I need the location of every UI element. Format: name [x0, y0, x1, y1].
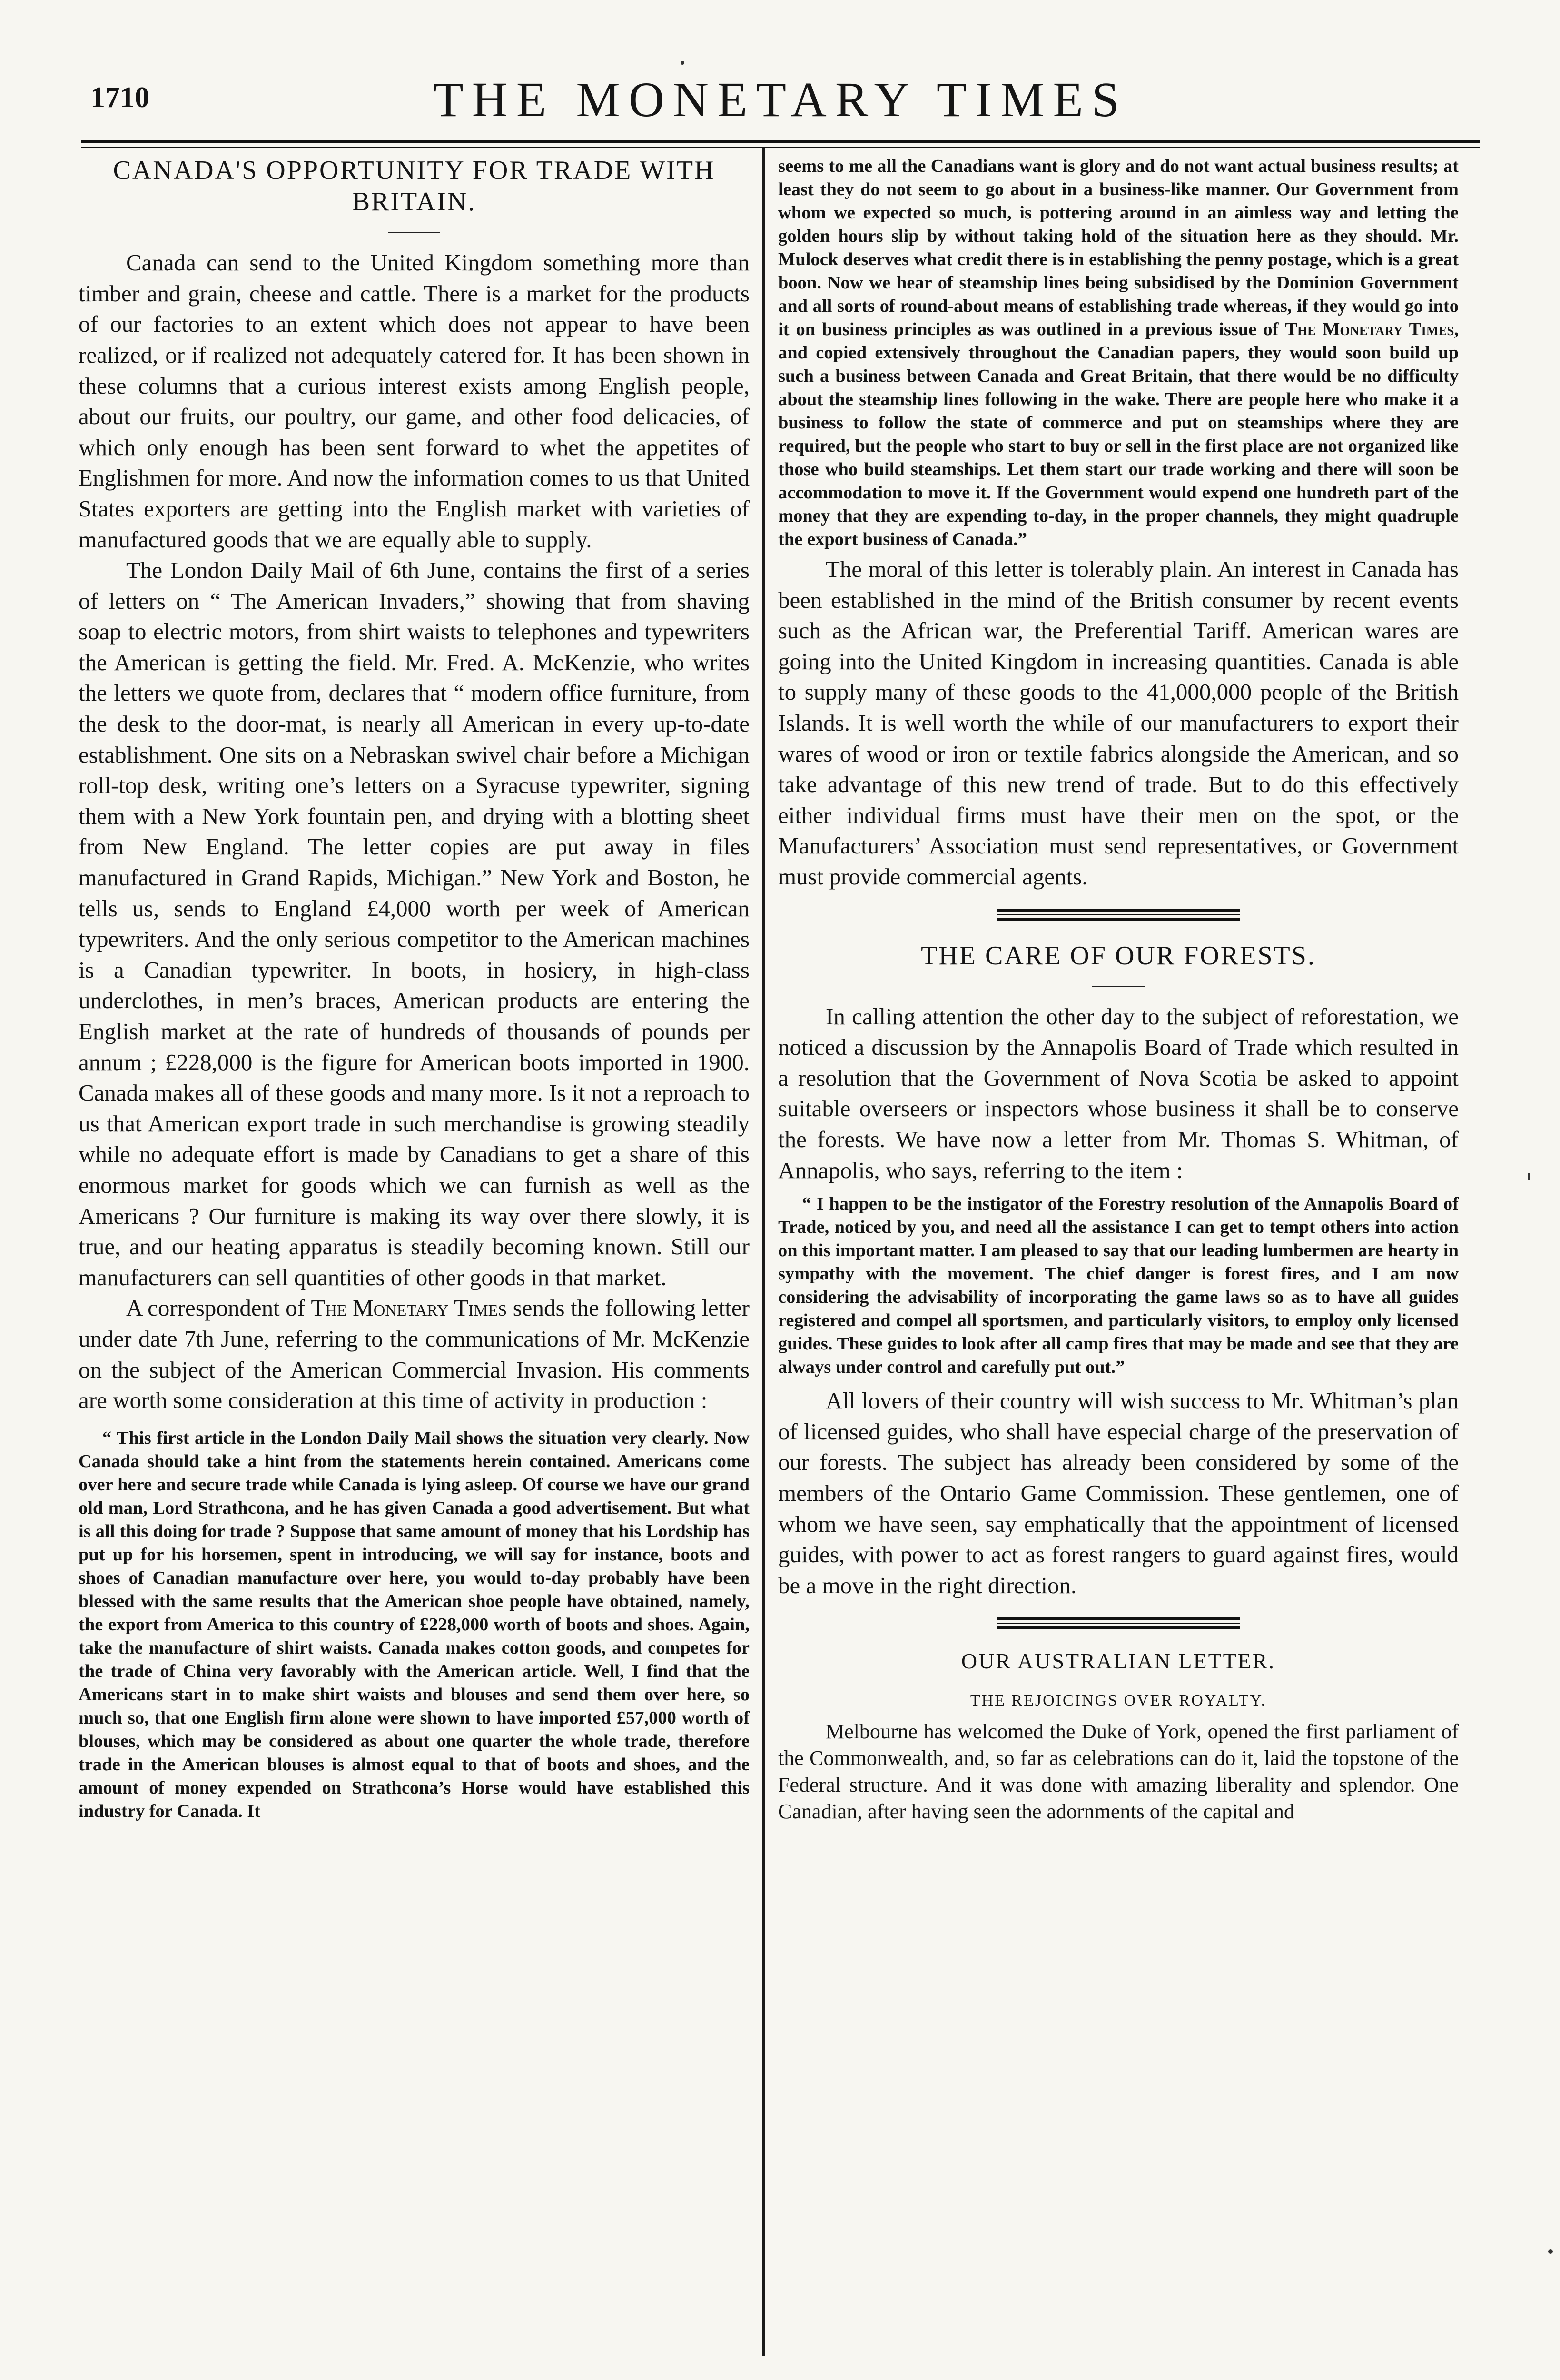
article-title-trade: CANADA'S OPPORTUNITY FOR TRADE WITH BRITAIN. — [113, 156, 715, 217]
article-paragraph: Canada can send to the United Kingdom something more than timber and grain, cheese and cattle. There is a market for the products of our factories to an extent which does not appear to have been realized, or if realized not adequately catered for. It has been shown in these columns that a curious interest exists among English people, about our fruits, our poultry, our game, and other food delicacies, of which only enough has been sent forward to whet the appetites of Englishmen for more. And now the information comes to us that United States exporters are getting into the English market with varieties of manufactured goods that we are equally able to supply. — [79, 249, 750, 553]
journal-name: The Monetary Times — [1285, 319, 1454, 339]
right-column — [778, 155, 1459, 1825]
title-rule — [388, 232, 440, 233]
scan-speck — [1548, 2249, 1553, 2254]
page-number: 1710 — [90, 81, 149, 114]
article-paragraph: The London Daily Mail of 6th June, contains the first of a series of letters on “ The American Invaders,” showing that from shaving soap to electric motors, from shirt waists to telephones and typewriters the American is getting the field. Mr. Fred. A. McKenzie, who writes the letters we quote from, declares that “ modern office furniture, from the desk to the door-mat, is nearly all American in every up-to-date establishment. One sits on a Nebraskan swivel chair before a Michigan roll-top desk, writing one’s letters on a Syracuse typewriter, signing them with a New York fountain pen, and drying with a blotting sheet from New England. The letter copies are put away in files manufactured in Grand Rapids, Michigan.” New York and Boston, he tells us, sends to England £4,000 worth per week of American typewriters. And the only serious competitor to the American machines is a Canadian typewriter. In boots, in hosiery, in high-class underclothes, in men’s braces, American products are entering the English market at the rate of hundreds of thousands of pounds per annum ; £228,000 is the figure for American boots imported in 1900. Canada makes all of these goods and many more. Is it not a reproach to us that American export trade in such merchandise is growing steadily while no adequate effort is made by Canadians to get a share of this enormous market for goods which we can furnish as well as the Americans ? Our furniture is making its way over there slowly, it is true, and our heating apparatus is steadily becoming known. Still our manufacturers can sell quantities of other goods in that market. — [79, 557, 750, 1290]
scan-speck — [1528, 1173, 1530, 1180]
article-title-forests: THE CARE OF OUR FORESTS. — [921, 941, 1316, 971]
section-separator — [997, 909, 1240, 921]
column-divider — [762, 148, 765, 2356]
masthead: THE MONETARY TIMES — [433, 72, 1128, 127]
article-subtitle: THE REJOICINGS OVER ROYALTY. — [970, 1691, 1267, 1709]
letter-quote: “ This first article in the London Daily Mail shows the situation very clearly. Now Canada should take a hint from the statements herein contained. Americans come over here and secure trade while Canada is lying asleep. Of course we have our grand old man, Lord Strathcona, and he has given Canada a good advertisement. But what is all this doing for trade ? Suppose that same amount of money that his Lordship has put up for his horsemen, spent in introducing, we will say for instance, boots and shoes of Canadian manufacture over here, you would to-day probably have been blessed with the same results that the American shoe people have obtained, namely, the export from America to this country of £228,000 worth of boots and shoes. Again, take the manufacture of shirt waists. Canada makes cotton goods, and competes for the trade of China very favorably with the American article. Well, I find that the Americans start in to make shirt waists and blouses and send them over here, so much so, that one English firm alone were shown to have imported £57,000 worth of blouses, which may be considered as about one quarter the whole trade, therefore trade in the American blouses is almost equal to that of boots and shoes, and the amount of money expended on Strathcona’s Horse would have established this industry for Canada. It — [79, 1428, 750, 1821]
text-run: , and copied extensively throughout the Canadian papers, they would soon build up such a business between Canada and Great Britain, that there would be no difficulty about the steamship lines following in the wake. There are people here who make it a business to follow the state of commerce and put on steamships where they are required, but the people who start to buy or sell in the first place are not organized like those who build steamships. Let them start our trade working and there will soon be accommodation to move it. If the Government would expend one hundreth part of the money that they are expending to-day, in the proper channels, they might quadruple the export business of Canada.” — [778, 319, 1459, 549]
article-paragraph: Melbourne has welcomed the Duke of York, opened the first parliament of the Commonwealth, and, so far as celebrations can do it, laid the topstone of the Federal structure. And it was done with amazing liberality and splendor. One Canadian, after having seen the adornments of the capital and — [778, 1719, 1459, 1823]
letter-quote: “ I happen to be the instigator of the Forestry resolution of the Annapolis Board of Trade, noticed by you, and need all the assistance I can get to tempt others into action on this important matter. I am pleased to say that our leading lumbermen are hearty in sympathy with the movement. The chief danger is forest fires, and I am now considering the advisability of incorporating the game laws so as to have all guides registered and compel all sportsmen, and particularly visitors, to employ only licensed guides. These guides to look after all camp fires that may be made and see that they are always under control and carefully put out.” — [778, 1194, 1459, 1378]
text-run: sends the following letter under date 7th June, referring to the communications of Mr. McKenzie on the subject of the American Commercial Invasion. His comments are worth some consideration at this time of activity in production : — [79, 1295, 750, 1414]
article-paragraph: In calling attention the other day to the subject of reforestation, we noticed a discussion by the Annapolis Board of Trade which resulted in a resolution that the Government of Nova Scotia be asked to appoint suitable overseers or inspectors whose business it shall be to conserve the forests. We have now a letter from Mr. Thomas S. Whitman, of Annapolis, who says, referring to the item : — [778, 1003, 1459, 1183]
scan-speck — [681, 61, 684, 65]
header-rule — [81, 140, 1480, 148]
article-title-australian: OUR AUSTRALIAN LETTER. — [961, 1649, 1276, 1674]
letter-quote-continued — [778, 155, 1459, 551]
left-column — [79, 155, 750, 1823]
journal-name: The Monetary Times — [311, 1295, 507, 1321]
article-paragraph: The moral of this letter is tolerably plain. An interest in Canada has been established in the mind of the British consumer by recent events such as the African war, the Preferential Tariff. American wares are going into the United Kingdom in increasing quantities. Canada is able to supply many of these goods to the 41,000,000 people of the British Islands. It is well worth the while of our manufacturers to export their wares of wood or iron or textile fabrics alongside the American, and so take advantage of this new trend of trade. But to do this effectively either individual firms must have their men on the spot, or the Manufacturers’ Association must send representatives, or Government must provide commercial agents. — [778, 556, 1459, 890]
article-paragraph: All lovers of their country will wish success to Mr. Whitman’s plan of licensed guides, who shall have especial charge of the preservation of our forests. The subject has already been considered by some of the members of the Ontario Game Commission. These gentlemen, one of whom we have seen, say emphatically that the appointment of licensed guides, with power to act as forest rangers to guard against fires, would be a move in the right direction. — [778, 1388, 1459, 1598]
page-header — [71, 67, 1490, 143]
text-run: seems to me all the Canadians want is glory and do not want actual business results; at least they do not seem to go about in a business-like manner. Our Government from whom we expected so much, is pottering around in an aimless way and letting the golden hours slip by without taking hold of the situation here as they should. Mr. Mulock deserves what credit there is in establishing the penny postage, which is a great boon. Now we hear of steamship lines being subsidised by the Dominion Government and all sorts of round-about means of establishing trade whereas, if they would go into it on business principles as was outlined in a previous issue of — [778, 156, 1459, 339]
article-paragraph — [79, 1293, 750, 1416]
text-run: A correspondent of — [126, 1295, 311, 1321]
section-separator — [997, 1617, 1240, 1629]
title-rule — [1092, 986, 1145, 987]
